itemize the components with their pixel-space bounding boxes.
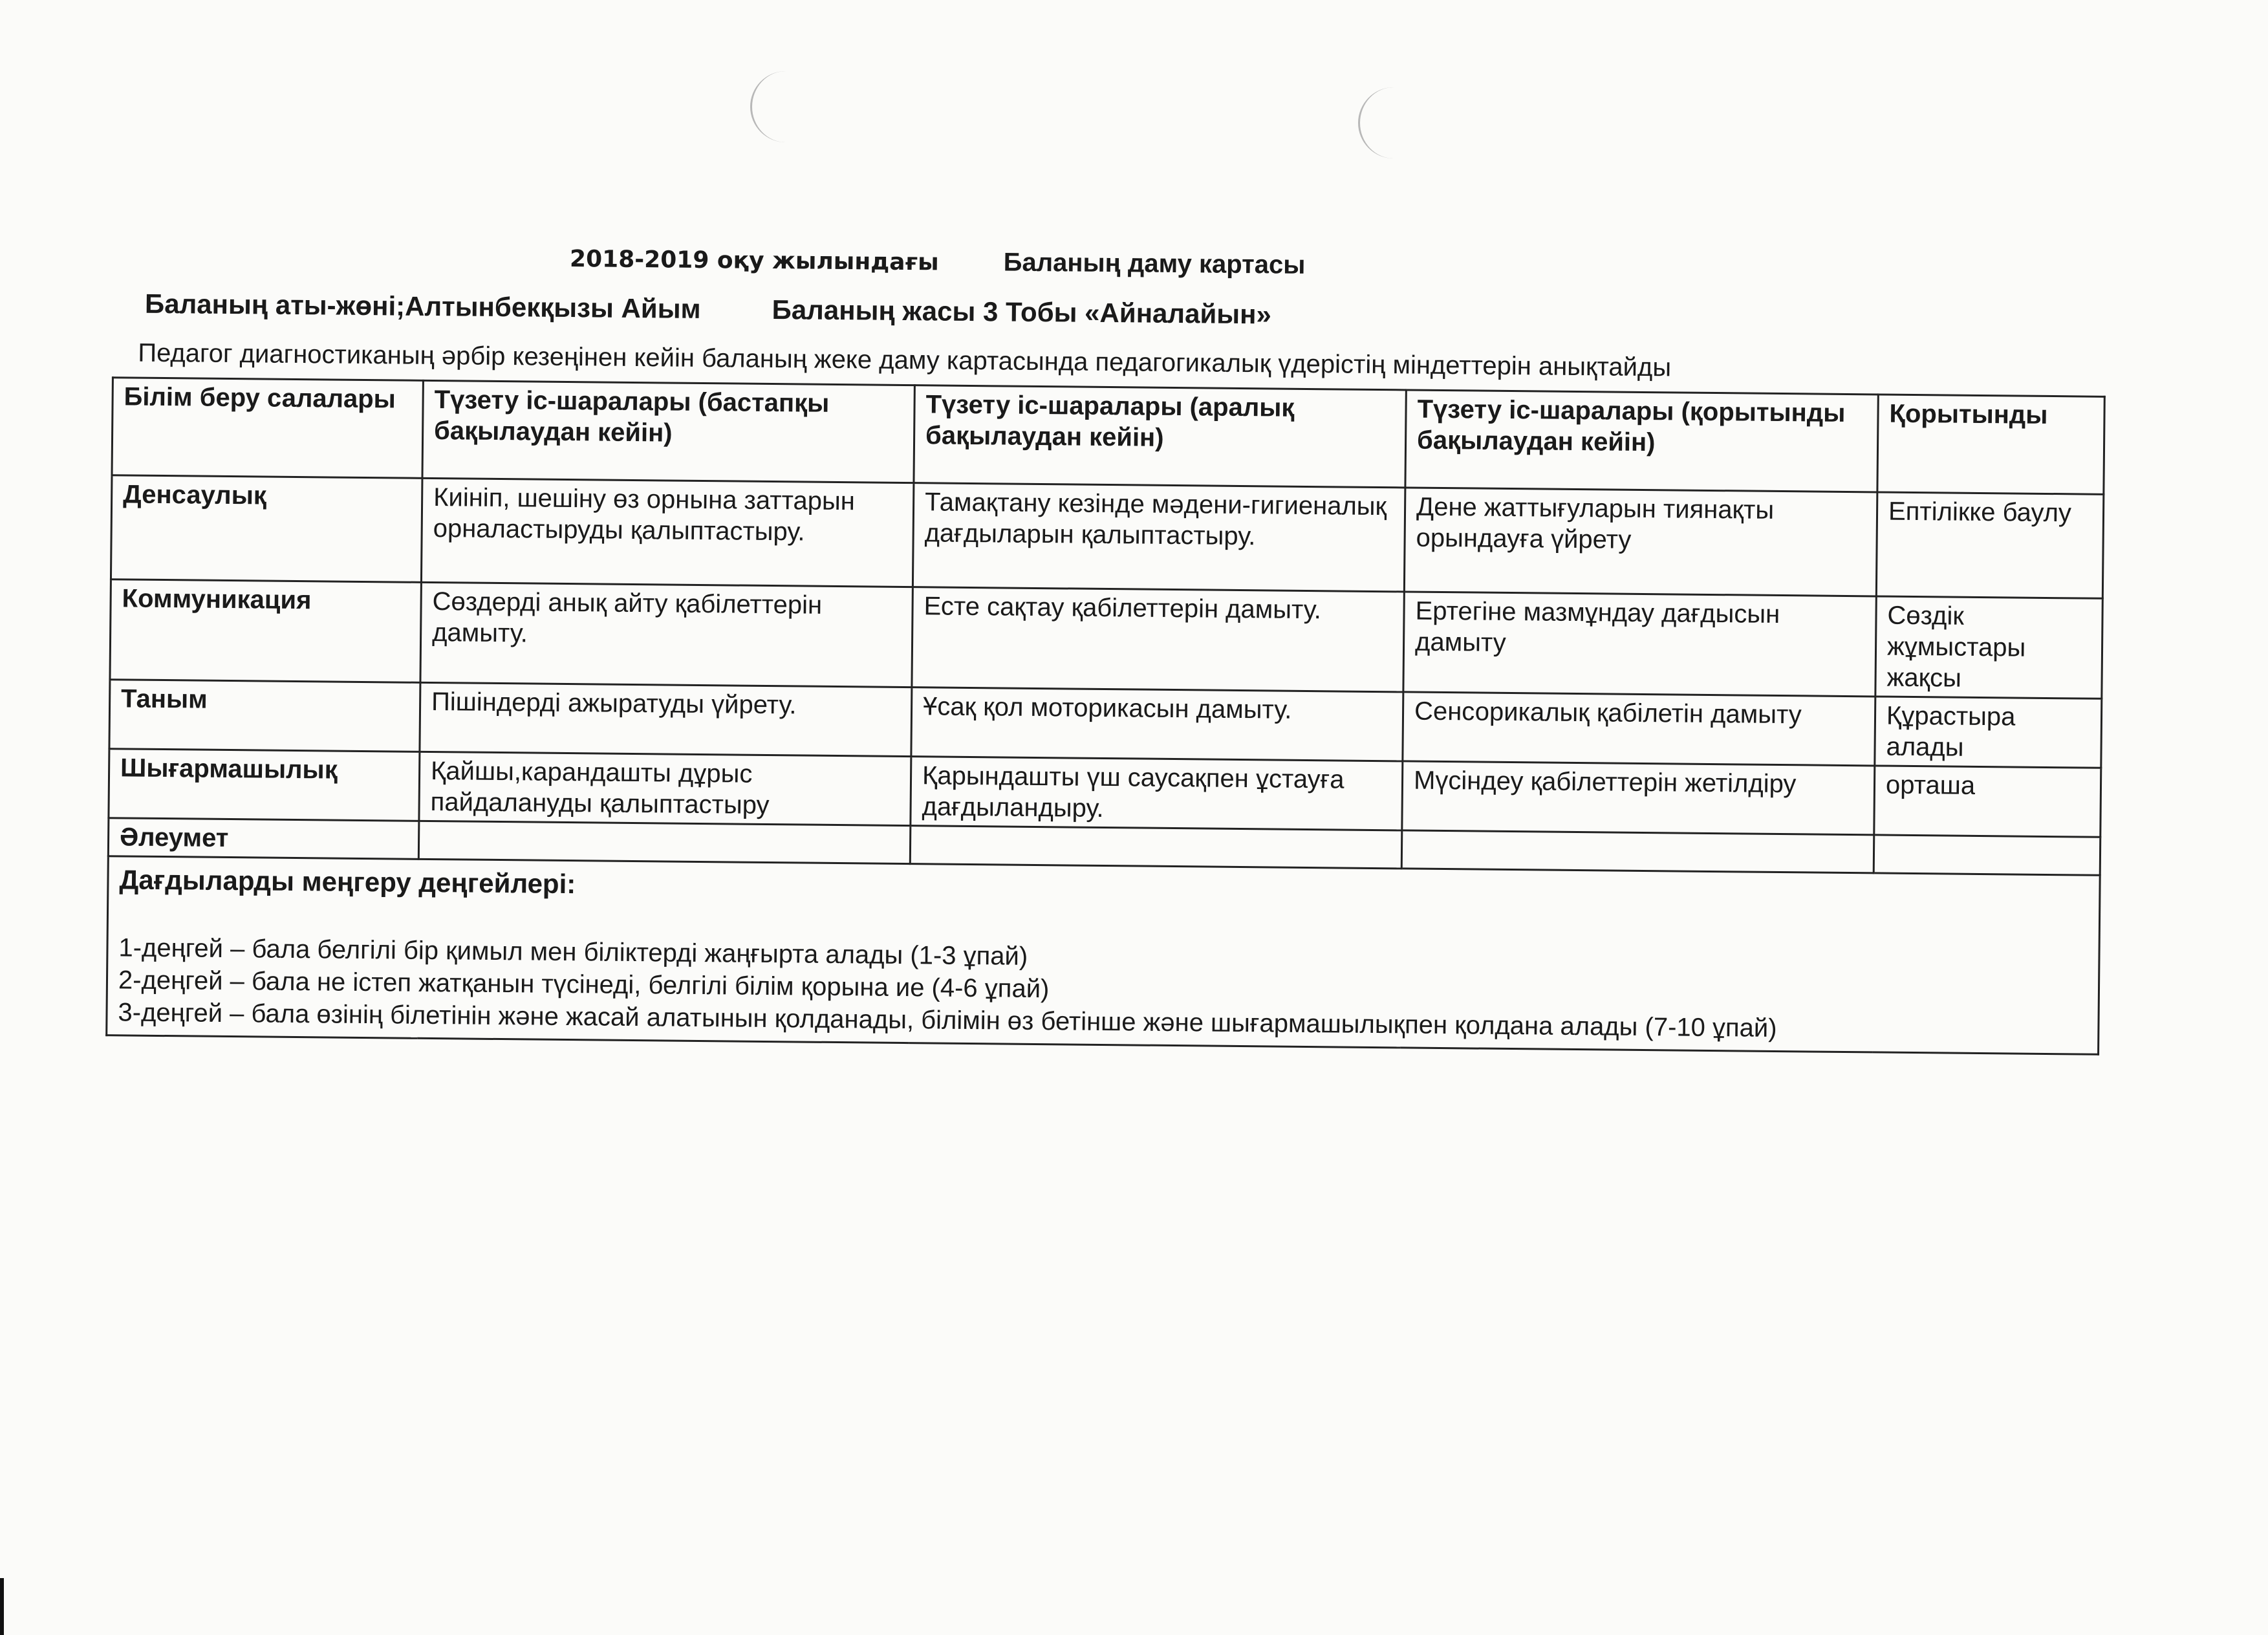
header-initial: Түзету іс-шаралары (бастапқы бақылаудан кейін) — [422, 380, 914, 482]
header-final: Түзету іс-шаралары (қорытынды бақылаудан кейін) — [1405, 390, 1878, 492]
final-cell: Дене жаттығуларын тиянақты орындауға үйрету — [1404, 488, 1877, 596]
document-title — [226, 241, 1649, 283]
intermediate-cell: Есте сақтау қабілеттерін дамыту. — [912, 587, 1404, 692]
level-item: 3-деңгей – бала өзінің білетінін және жасай алатынын қолданады, білімін өз бетінше және шығармашылықпен қолдана алады (7-10 ұпай) — [118, 998, 1777, 1043]
area-cell: Таным — [109, 680, 420, 752]
intermediate-cell — [910, 826, 1402, 869]
area-cell: Әлеумет — [108, 818, 419, 860]
area-cell: Шығармашылық — [109, 749, 420, 821]
intermediate-cell: Қарындашты үш саусақпен ұстауға дағдыландыру. — [911, 757, 1403, 830]
intermediate-cell: Тамақтану кезінде мәдени-гигиеналық дағдыларын қалыптастыру. — [913, 483, 1405, 592]
scan-edge-mark — [0, 1578, 4, 1635]
conclusion-cell — [1874, 835, 2101, 875]
card-title: Баланың даму картасы — [1003, 248, 1306, 279]
initial-cell: Киініп, шешіну өз орнына заттарын орналастыруды қалыптастыру. — [421, 478, 914, 587]
initial-cell: Сөздерді анық айту қабілеттерін дамыту. — [420, 582, 913, 687]
year-label: 2018-2019 оқу жылындағы — [569, 246, 939, 276]
intermediate-cell: Ұсақ қол моторикасын дамыту. — [911, 688, 1403, 761]
document-page — [89, 239, 2072, 1055]
punch-hole-mark — [750, 71, 791, 142]
child-name: Баланың аты-жөні;Алтынбекқызы Айым — [144, 288, 701, 324]
levels-row — [107, 856, 2101, 1055]
intro-text: Педагог диагностиканың әрбір кезеңінен кейін баланың жеке даму картасында педагогикалық үдерістің міндеттерін анықтайды — [138, 338, 1672, 382]
levels-title: Дағдыларды меңгеру деңгейлері: — [119, 864, 576, 900]
conclusion-cell: Ептілікке баулу — [1876, 492, 2104, 598]
table-header-row — [112, 378, 2104, 495]
table-row — [110, 579, 2102, 699]
conclusion-cell: Сөздік жұмыстары жақсы — [1875, 596, 2102, 698]
initial-cell: Пішіндерді ажыратуды үйрету. — [420, 682, 912, 756]
levels-cell — [107, 856, 2101, 1055]
child-info — [145, 288, 2036, 338]
header-area: Білім беру салалары — [112, 378, 423, 479]
conclusion-cell: орташа — [1874, 766, 2101, 837]
header-conclusion: Қорытынды — [1877, 395, 2104, 494]
header-intermediate: Түзету іс-шаралары (аралық бақылаудан кейін) — [914, 385, 1406, 488]
area-cell: Коммуникация — [110, 579, 421, 683]
initial-cell: Қайшы,карандашты дұрыс пайдалануды қалыптастыру — [419, 752, 911, 825]
punch-hole-mark — [1358, 87, 1399, 158]
final-cell: Сенсорикалық қабілетін дамыту — [1403, 692, 1875, 766]
initial-cell — [418, 821, 911, 863]
age-group: Баланың жасы 3 Тобы «Айналайын» — [772, 294, 1272, 330]
conclusion-cell: Құрастыра алады — [1875, 697, 2102, 768]
level-item: 1-деңгей – бала белгілі бір қимыл мен біліктерді жаңғырта алады (1-3 ұпай) — [118, 933, 1028, 971]
table-row — [111, 475, 2103, 599]
area-cell: Денсаулық — [111, 475, 422, 583]
development-card-table — [105, 376, 2106, 1056]
final-cell: Ертегіне мазмұндау дағдысын дамыту — [1403, 592, 1876, 697]
final-cell: Мүсіндеу қабілеттерін жетілдіру — [1402, 761, 1875, 835]
level-item: 2-деңгей – бала не істеп жатқанын түсінеді, белгілі білім қорына ие (4-6 ұпай) — [118, 966, 1050, 1004]
final-cell — [1401, 830, 1874, 873]
